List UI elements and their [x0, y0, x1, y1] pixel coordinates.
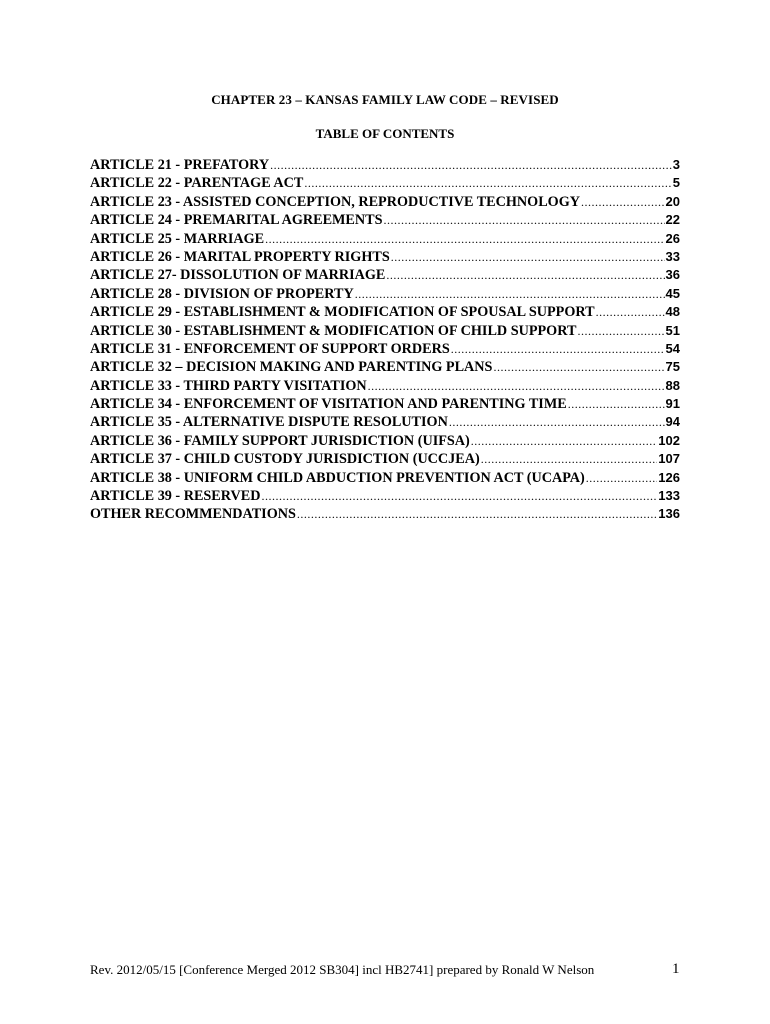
- toc-heading: TABLE OF CONTENTS: [315, 126, 455, 141]
- toc-entry-label: ARTICLE 26 - MARITAL PROPERTY RIGHTS: [90, 248, 390, 265]
- toc-entry: [90, 175, 680, 193]
- toc-entry-label: ARTICLE 28 - DIVISION OF PROPERTY: [90, 285, 354, 302]
- toc-entry-label: ARTICLE 32 – DECISION MAKING AND PARENTING PLANS: [90, 359, 493, 376]
- toc-entry-page: 133: [658, 488, 680, 504]
- toc-entry-page: 5: [672, 175, 680, 191]
- dot-leader: [596, 305, 665, 320]
- toc-entry: [90, 304, 680, 322]
- toc-entry-label: ARTICLE 35 - ALTERNATIVE DISPUTE RESOLUTION: [90, 414, 448, 431]
- toc-entry-page: 54: [665, 340, 680, 356]
- toc-entry-label: ARTICLE 38 - UNIFORM CHILD ABDUCTION PREVENTION ACT (UCAPA): [90, 469, 585, 486]
- dot-leader: [581, 195, 665, 210]
- dot-leader: [577, 324, 664, 339]
- dot-leader: [355, 287, 665, 302]
- toc-entry-page: 94: [665, 414, 680, 430]
- toc-entry-label: ARTICLE 24 - PREMARITAL AGREEMENTS: [90, 212, 383, 229]
- toc-entry-page: 26: [665, 230, 680, 246]
- toc-entry: [90, 378, 680, 396]
- toc-entry-label: ARTICLE 34 - ENFORCEMENT OF VISITATION AND PARENTING TIME: [90, 396, 567, 413]
- toc-entry: [90, 414, 680, 432]
- toc-entry: [90, 212, 680, 230]
- toc-entry-label: ARTICLE 30 - ESTABLISHMENT & MODIFICATION OF CHILD SUPPORT: [90, 322, 577, 339]
- dot-leader: [304, 176, 671, 191]
- toc-entry-label: ARTICLE 31 - ENFORCEMENT OF SUPPORT ORDERS: [90, 340, 450, 357]
- toc-entry: [90, 286, 680, 304]
- toc-entry-page: 107: [658, 451, 680, 467]
- footer-revision-note: Rev. 2012/05/15 [Conference Merged 2012 SB304] incl HB2741] prepared by Ronald W Nelson: [90, 962, 595, 977]
- toc-entry-label: OTHER RECOMMENDATIONS: [90, 506, 296, 523]
- dot-leader: [451, 342, 665, 357]
- toc-entry-page: 45: [665, 285, 680, 301]
- toc-entry: [90, 194, 680, 212]
- toc-entry: [90, 451, 680, 469]
- toc-entry: [90, 396, 680, 414]
- dot-leader: [586, 471, 658, 486]
- toc-entry-label: ARTICLE 21 - PREFATORY: [90, 157, 270, 173]
- toc-entry-page: 75: [665, 359, 680, 375]
- toc-entry: [90, 506, 680, 524]
- dot-leader: [449, 415, 665, 430]
- toc-entry: [90, 267, 680, 285]
- footer-page-number: 1: [672, 961, 680, 977]
- dot-leader: [265, 232, 664, 247]
- toc-entry-page: 20: [665, 193, 680, 209]
- table-of-contents: [90, 157, 680, 525]
- dot-leader: [391, 250, 665, 265]
- toc-entry-label: ARTICLE 39 - RESERVED: [90, 488, 261, 505]
- dot-leader: [481, 452, 658, 467]
- dot-leader: [297, 507, 657, 522]
- chapter-title: CHAPTER 23 – KANSAS FAMILY LAW CODE – REVISED: [211, 92, 559, 107]
- toc-entry-label: ARTICLE 27- DISSOLUTION OF MARRIAGE: [90, 267, 386, 284]
- toc-entry: [90, 341, 680, 359]
- toc-entry-page: 36: [665, 267, 680, 283]
- toc-entry-page: 33: [665, 248, 680, 264]
- dot-leader: [368, 379, 665, 394]
- toc-entry-page: 3: [672, 157, 680, 172]
- toc-entry: [90, 323, 680, 341]
- toc-entry-label: ARTICLE 37 - CHILD CUSTODY JURISDICTION (UCCJEA): [90, 451, 480, 468]
- dot-leader: [261, 489, 657, 504]
- dot-leader: [383, 213, 664, 228]
- dot-leader: [568, 397, 665, 412]
- toc-entry: [90, 157, 680, 175]
- toc-entry: [90, 470, 680, 488]
- dot-leader: [386, 268, 664, 283]
- toc-entry: [90, 249, 680, 267]
- toc-entry: [90, 488, 680, 506]
- toc-entry-page: 51: [665, 322, 680, 338]
- toc-entry-page: 126: [658, 469, 680, 485]
- toc-entry-label: ARTICLE 29 - ESTABLISHMENT & MODIFICATION OF SPOUSAL SUPPORT: [90, 304, 595, 321]
- dot-leader: [471, 434, 658, 449]
- toc-entry-label: ARTICLE 22 - PARENTAGE ACT: [90, 175, 304, 192]
- dot-leader: [270, 158, 672, 173]
- toc-entry-page: 48: [665, 304, 680, 320]
- toc-entry-label: ARTICLE 33 - THIRD PARTY VISITATION: [90, 377, 367, 394]
- toc-entry: [90, 359, 680, 377]
- toc-entry-page: 91: [665, 396, 680, 412]
- toc-entry-label: ARTICLE 36 - FAMILY SUPPORT JURISDICTION (UIFSA): [90, 432, 470, 449]
- toc-entry-page: 88: [665, 377, 680, 393]
- toc-entry-page: 22: [665, 212, 680, 228]
- toc-entry: [90, 433, 680, 451]
- toc-entry-label: ARTICLE 23 - ASSISTED CONCEPTION, REPRODUCTIVE TECHNOLOGY: [90, 193, 580, 210]
- toc-entry-page: 102: [658, 432, 680, 448]
- toc-entry: [90, 231, 680, 249]
- toc-entry-label: ARTICLE 25 - MARRIAGE: [90, 230, 265, 247]
- dot-leader: [493, 360, 664, 375]
- toc-entry-page: 136: [658, 506, 680, 522]
